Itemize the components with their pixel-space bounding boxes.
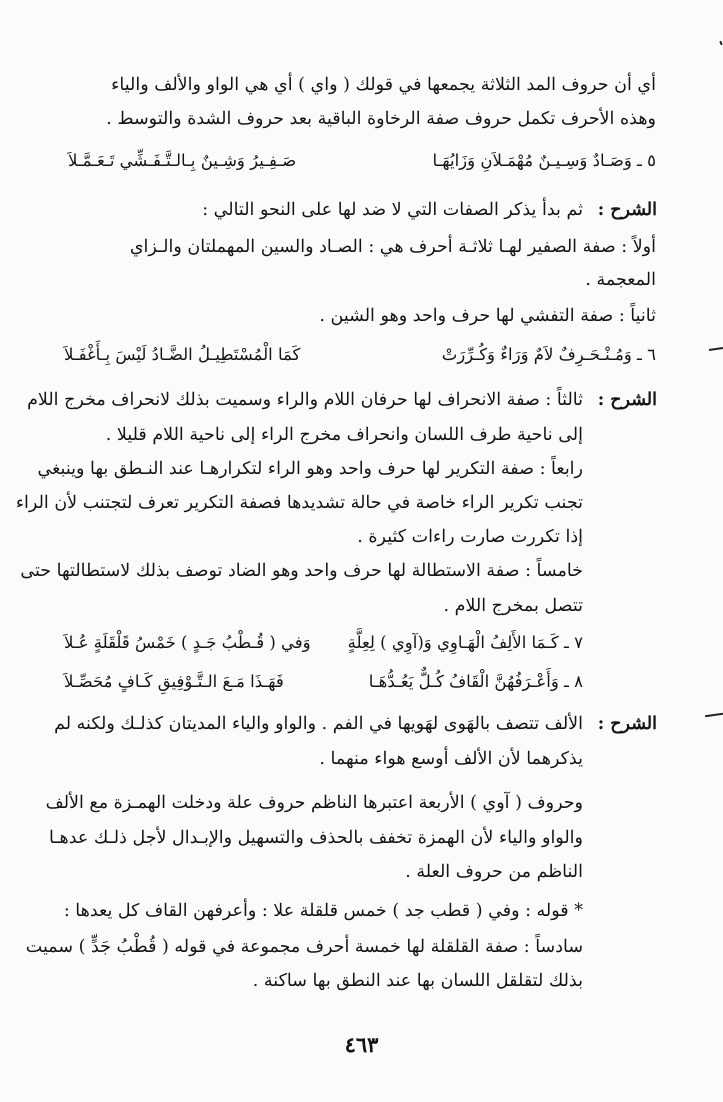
verse-7-first-half: ٧ ـ كَـمَا الأَلِفُ الْهَـاوِي وَ(آوِي ) لِعِلَّةٍ xyxy=(347,633,583,652)
text-line-6: ثانياً : صفة التفشي لها حرف واحد وهو الشين . xyxy=(319,306,656,326)
sharh-label: الشرح : xyxy=(597,200,657,220)
text-line-21: بذلك لتقلقل اللسان بها عند النطق بها ساكنة . xyxy=(252,971,583,991)
text-line-14: الألف تتصف بالهَوى لهَويها في الفم . والواو والياء المديتان كذلـك ولكنه لم xyxy=(54,714,583,734)
text-line-16: وحروف ( آوي ) الأربعة اعتبرها الناظم حروف علة ودخلت الهمـزة مع الألف xyxy=(45,793,583,813)
verse-5-first-half: ٥ ـ وَصَـادٌ وَسِـيـنٌ مُهْمَـلاَنِ وَزَايُهَـا xyxy=(432,151,656,170)
text-line-18: الناظم من حروف العلة . xyxy=(405,862,583,882)
text-line-1: أي أن حروف المد الثلاثة يجمعها في قولك ( واي ) أي هي الواو والألف والياء xyxy=(111,75,656,95)
text-line-5: المعجمة . xyxy=(585,270,656,290)
verse-6-second-half: كَمَا الْمُسْتَطِيـلُ الضَّـادُ لَيْسَ بِـأَغْفَـلاَ xyxy=(64,345,301,364)
verse-7-second-half: وَفي ( قُـطْبُ جَـدٍ ) خَمْسُ قَلْقَلَةٍ عُـلاَ xyxy=(64,633,311,652)
text-line-15: يذكرهما لأن الألف أوسع هواء منهما . xyxy=(319,749,583,769)
text-line-20: سادساً : صفة القلقلة لها خمسة أحرف مجموعة في قوله ( قُطْبُ جَدٍّ ) سميت xyxy=(25,937,583,957)
margin-scan-mark xyxy=(709,347,723,351)
sharh-label: الشرح : xyxy=(597,714,657,734)
text-line-4: أولاً : صفة الصفير لهـا ثلاثـة أحرف هي : الصـاد والسين المهملتان والـزاي xyxy=(129,237,656,257)
text-line-11: إذا تكررت صارت راءات كثيرة . xyxy=(357,527,583,547)
verse-8-first-half: ٨ ـ وَأَعْـرَفُهُنَّ الْقَافُ كُـلٌّ يَعُـدُّهَـا xyxy=(368,672,583,691)
verse-8-second-half: فَهَـذَا مَـعَ الـتَّـوْفِيقِ كَـافٍ مُحَصِّـلاَ xyxy=(64,672,284,691)
margin-scan-mark xyxy=(705,713,723,717)
text-line-13: تتصل بمخرج اللام . xyxy=(443,596,583,616)
margin-scan-mark xyxy=(719,41,722,45)
text-line-8: إلى ناحية طرف اللسان وانحراف مخرج الراء إلى ناحية اللام قليلا . xyxy=(105,425,583,445)
sharh-label: الشرح : xyxy=(597,390,657,410)
text-line-19: * قوله : وفي ( قطب جد ) خمس قلقلة علا : وأعرفهن القاف كل يعدها : xyxy=(63,901,583,921)
text-line-9: رابعاً : صفة التكرير لها حرف واحد وهو الراء لتكرارهـا عند النـطق بها وينبغي xyxy=(37,459,583,479)
page-number: ٤٦٣ xyxy=(344,1032,379,1057)
verse-6-first-half: ٦ ـ وَمُـنْـحَـرِفٌ لاَمٌ وَرَاءٌ وَكُـرِّرَتْ xyxy=(441,345,656,364)
verse-5-second-half: صَـفِـيرُ وَشِـينٌ بِـالـتَّـفَـشِّي تَـعَـمَّـلاَ xyxy=(68,151,297,170)
text-line-3: ثم بدأ يذكر الصفات التي لا ضد لها على النحو التالي : xyxy=(202,200,583,220)
text-line-2: وهذه الأحرف تكمل حروف صفة الرخاوة الباقية بعد حروف الشدة والتوسط . xyxy=(106,109,656,129)
text-line-7: ثالثاً : صفة الانحراف لها حرفان اللام والراء وسميت بذلك لانحراف مخرج اللام xyxy=(27,390,583,410)
text-line-17: والواو والياء لأن الهمزة تخفف بالحذف والتسهيل والإبـدال لأجل ذلـك عدهـا xyxy=(49,828,583,848)
text-line-10: تجنب تكرير الراء خاصة في حالة تشديدها فصفة التكرير تعرف لتجتنب لأن الراء xyxy=(15,493,583,513)
text-line-12: خامساً : صفة الاستطالة لها حرف واحد وهو الضاد توصف بذلك لاستطالتها حتى xyxy=(20,561,583,581)
